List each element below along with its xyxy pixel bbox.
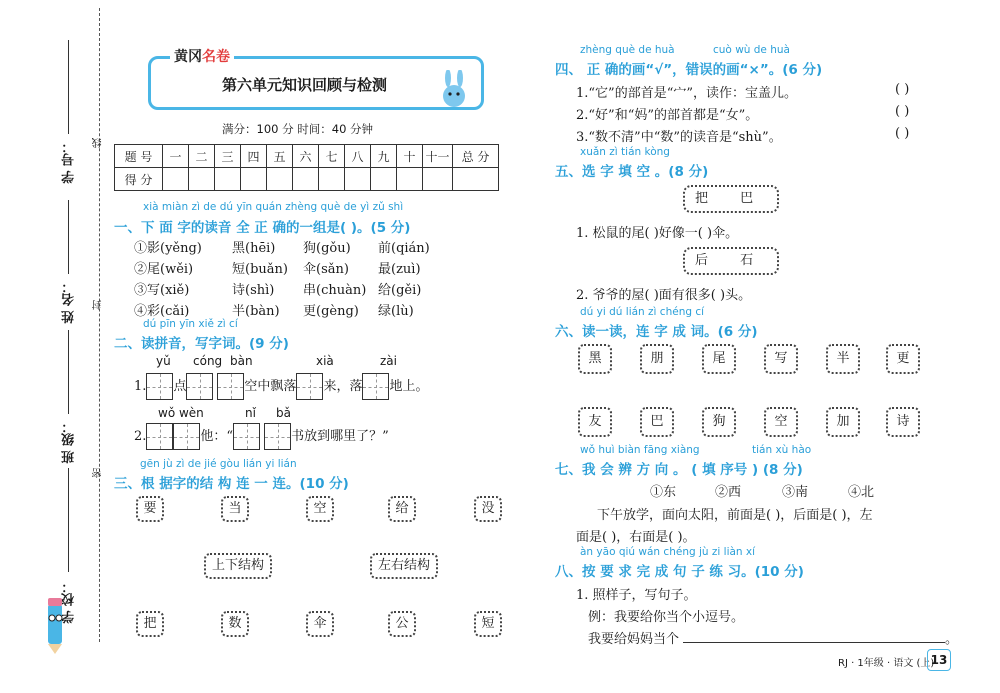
page-title: 第六单元知识回顾与检测	[222, 76, 388, 94]
table-cell: 十一	[423, 145, 453, 168]
s2-pinyin-ba: bǎ	[276, 406, 291, 420]
s6-title: 六、读一读，连 字 成 词。(6 分)	[555, 324, 758, 340]
write-box[interactable]	[146, 423, 173, 450]
s6-char-box[interactable]: 更	[886, 344, 920, 374]
s3-char-box[interactable]: 伞	[306, 611, 334, 637]
s3-char-box[interactable]: 要	[136, 496, 164, 522]
score-cell[interactable]	[345, 168, 371, 191]
s8-prompt: 我要给妈妈当个	[588, 632, 680, 647]
s2-pinyin: dú pīn yīn xiě zì cí	[143, 318, 238, 330]
table-cell: 九	[371, 145, 397, 168]
score-cell[interactable]	[397, 168, 423, 191]
s1-option: ③写(xiě)	[134, 283, 190, 298]
s2-line2: 2. 他：“ 书放到哪里了？”	[134, 422, 389, 451]
write-box[interactable]	[233, 423, 260, 450]
s5-title: 五、选 字 填 空 。(8 分)	[555, 164, 709, 180]
brand-logo: 黄冈名卷	[170, 46, 234, 66]
answer-paren[interactable]: ( )	[895, 104, 910, 119]
s3-char-box[interactable]: 短	[474, 611, 502, 637]
s2-pinyin-cong: cóng	[193, 354, 223, 368]
answer-paren[interactable]: ( )	[895, 126, 910, 141]
table-cell: 题 号	[115, 145, 163, 168]
s8-sub1: 1. 照样子，写句子。	[576, 588, 697, 603]
score-table	[114, 144, 499, 191]
s5-question[interactable]: 2. 爷爷的屋( )面有很多( )头。	[576, 288, 752, 303]
s6-char-box[interactable]: 写	[764, 344, 798, 374]
score-cell[interactable]	[319, 168, 345, 191]
score-cell[interactable]	[267, 168, 293, 191]
s2-pinyin-xia: xià	[316, 354, 334, 368]
table-cell: 十	[397, 145, 423, 168]
s6-char-box[interactable]: 狗	[702, 407, 736, 437]
s1-option: 诗(shì)	[232, 283, 275, 298]
score-cell[interactable]	[423, 168, 453, 191]
score-cell[interactable]	[163, 168, 189, 191]
s7-option: ①东	[650, 485, 677, 500]
binding-dashed-line	[99, 8, 100, 642]
s1-option: 绿(lù)	[378, 304, 414, 319]
s5-choice-box: 把 巴	[683, 185, 779, 213]
s8-title: 八、按 要 求 完 成 句 子 练 习。(10 分)	[555, 564, 804, 580]
s8-answer-line[interactable]	[683, 642, 945, 643]
s8-example: 例：我要给你当个小逗号。	[588, 610, 745, 625]
s3-char-box[interactable]: 数	[221, 611, 249, 637]
s2-pinyin-wowen: wǒ wèn	[158, 406, 204, 420]
class-label: 班 级：	[62, 420, 77, 464]
s1-option: 更(gèng)	[303, 304, 359, 319]
s3-char-box[interactable]: 空	[306, 496, 334, 522]
s1-option: 给(gěi)	[378, 283, 422, 298]
s7-question-line2[interactable]: 面是( )，右面是( )。	[576, 530, 696, 545]
answer-paren[interactable]: ( )	[895, 82, 910, 97]
name-label: 姓 名：	[62, 280, 77, 324]
score-cell[interactable]	[215, 168, 241, 191]
number-fill-line[interactable]	[68, 40, 69, 134]
s1-option: ①影(yěng)	[134, 241, 202, 256]
s6-char-box[interactable]: 友	[578, 407, 612, 437]
s1-option: 黑(hēi)	[232, 241, 276, 256]
rabbit-mascot-icon	[432, 70, 476, 110]
s1-pinyin: xià miàn zì de dú yīn quán zhèng què de yì zǔ shì	[143, 201, 404, 213]
s6-char-box[interactable]: 半	[826, 344, 860, 374]
s7-pinyin-b: tián xù hào	[752, 444, 812, 456]
school-fill-line[interactable]	[68, 468, 69, 572]
s6-char-box[interactable]: 巴	[640, 407, 674, 437]
table-cell: 八	[345, 145, 371, 168]
s2-pinyin-yu: yǔ	[156, 354, 171, 368]
score-cell[interactable]	[293, 168, 319, 191]
s4-item: 2.“好”和“妈”的部首都是“女”。	[576, 108, 759, 123]
structure-box-top-bottom[interactable]: 上下结构	[204, 553, 272, 579]
name-fill-line[interactable]	[68, 200, 69, 274]
s7-question-line1[interactable]: 下午放学，面向太阳，前面是( )，后面是( )，左	[597, 508, 873, 523]
write-box[interactable]	[217, 373, 244, 400]
score-cell[interactable]	[189, 168, 215, 191]
school-label: 学 校：	[62, 580, 77, 624]
score-table-header-row	[115, 145, 499, 168]
s7-title: 七、我 会 辨 方 向 。 ( 填 序号 ) (8 分)	[555, 462, 803, 478]
s5-pinyin: xuǎn zì tián kòng	[580, 146, 670, 158]
write-box[interactable]	[173, 423, 200, 450]
write-box[interactable]	[296, 373, 323, 400]
structure-box-left-right[interactable]: 左右结构	[370, 553, 438, 579]
s6-char-box[interactable]: 尾	[702, 344, 736, 374]
s7-pinyin-a: wǒ huì biàn fāng xiàng	[580, 444, 700, 456]
table-cell: 得 分	[115, 168, 163, 191]
s1-title: 一、下 面 字的读音 全 正 确的一组是( )。(5 分)	[114, 220, 411, 236]
s1-option: 半(bàn)	[232, 304, 280, 319]
s8-period: 。	[945, 632, 959, 647]
s4-item: 3.“数不清”中“数”的读音是“shù”。	[576, 130, 782, 145]
s6-char-box[interactable]: 空	[764, 407, 798, 437]
write-box[interactable]	[146, 373, 173, 400]
s4-pinyin-a: zhèng què de huà	[580, 44, 675, 56]
s4-title: 四、 正 确的画“√”，错误的画“×”。(6 分)	[555, 62, 823, 78]
s3-char-box[interactable]: 没	[474, 496, 502, 522]
s1-option: ②尾(wěi)	[134, 262, 194, 277]
s6-char-box[interactable]: 黑	[578, 344, 612, 374]
s3-char-box[interactable]: 给	[388, 496, 416, 522]
s1-option: 串(chuàn)	[303, 283, 367, 298]
s2-pinyin-zai: zài	[380, 354, 397, 368]
s5-choice-box: 后 石	[683, 247, 779, 275]
score-info: 满分：100 分 时间：40 分钟	[222, 122, 374, 136]
table-cell: 总 分	[453, 145, 499, 168]
s3-char-box[interactable]: 当	[221, 496, 249, 522]
s3-char-box[interactable]: 把	[136, 611, 164, 637]
s6-char-box[interactable]: 诗	[886, 407, 920, 437]
s1-option: 伞(sǎn)	[303, 262, 349, 277]
pencil-mascot-icon	[36, 594, 74, 656]
score-table-score-row	[115, 168, 499, 191]
write-box[interactable]	[362, 373, 389, 400]
table-cell: 五	[267, 145, 293, 168]
score-cell[interactable]	[241, 168, 267, 191]
table-cell: 三	[215, 145, 241, 168]
score-cell[interactable]	[453, 168, 499, 191]
s1-option: 短(buǎn)	[232, 262, 288, 277]
s4-pinyin-b: cuò wù de huà	[713, 44, 790, 56]
table-cell: 二	[189, 145, 215, 168]
s7-option: ④北	[848, 485, 875, 500]
number-label: 学 号：	[62, 140, 77, 184]
write-box[interactable]	[264, 423, 291, 450]
class-fill-line[interactable]	[68, 330, 69, 414]
s3-char-box[interactable]: 公	[388, 611, 416, 637]
s3-pinyin: gēn jù zì de jié gòu lián yi lián	[140, 458, 297, 470]
s6-pinyin: dú yi dú lián zì chéng cí	[580, 306, 705, 318]
s7-option: ②西	[715, 485, 742, 500]
s6-char-box[interactable]: 朋	[640, 344, 674, 374]
seal-mark-xian: 线	[93, 138, 104, 148]
s5-question[interactable]: 1. 松鼠的尾( )好像一( )伞。	[576, 226, 739, 241]
s1-option: 最(zuì)	[378, 262, 421, 277]
table-cell: 四	[241, 145, 267, 168]
s1-option: 前(qián)	[378, 241, 430, 256]
s1-option: 狗(gǒu)	[303, 241, 351, 256]
s2-pinyin-ni: nǐ	[245, 406, 256, 420]
table-cell: 一	[163, 145, 189, 168]
s6-char-box[interactable]: 加	[826, 407, 860, 437]
write-box[interactable]	[186, 373, 213, 400]
page-number: 13	[927, 649, 951, 671]
s2-line1: 1. 点 空中飘落 来，落 地上。	[134, 372, 428, 401]
s2-pinyin-ban: bàn	[230, 354, 253, 368]
table-cell: 七	[319, 145, 345, 168]
score-cell[interactable]	[371, 168, 397, 191]
s7-option: ③南	[782, 485, 809, 500]
s3-title: 三、根 据字的结 构 连 一 连。(10 分)	[114, 476, 349, 492]
s1-option: ④彩(cǎi)	[134, 304, 190, 319]
footer-label: RJ · 1年级 · 语文 (上)	[838, 658, 935, 669]
seal-mark-feng: 封	[93, 300, 104, 310]
seal-mark-mi: 密	[93, 468, 104, 478]
s8-pinyin: àn yāo qiú wán chéng jù zi liàn xí	[580, 546, 756, 558]
s2-title: 二、读拼音，写字词。(9 分)	[114, 336, 289, 352]
s4-item: 1.“它”的部首是“宀”，读作：宝盖儿。	[576, 86, 797, 101]
table-cell: 六	[293, 145, 319, 168]
